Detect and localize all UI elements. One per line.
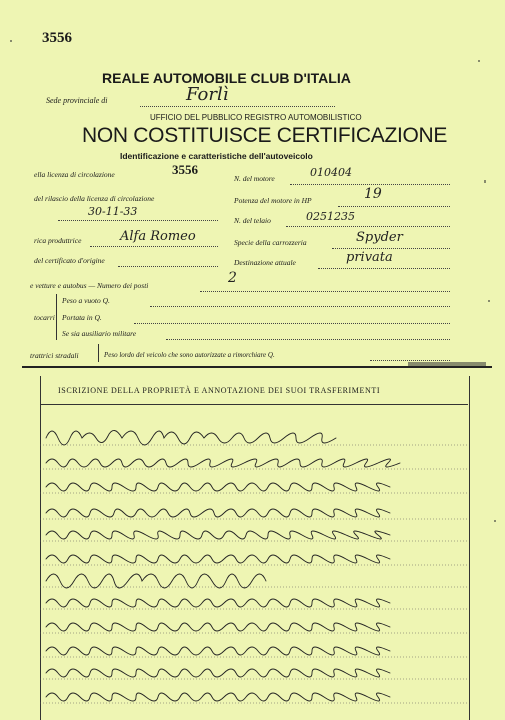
field-label-carrozzeria: Specie della carrozzeria [234, 238, 307, 247]
section-title: ISCRIZIONE DELLA PROPRIETÀ E ANNOTAZIONE DEI SUOI TRASFERIMENTI [58, 386, 381, 395]
field-value-carrozzeria: Spyder [356, 230, 403, 245]
field-value-licenza: 3556 [172, 162, 198, 177]
club-name: REALE AUTOMOBILE CLUB D'ITALIA [102, 70, 351, 86]
field-label-motore: N. del motore [234, 174, 275, 183]
field-label-fabbrica: rica produttrice [34, 236, 82, 245]
ausiliario-label: Se sia ausiliario militare [62, 329, 137, 338]
stamp-non-costituisce: NON COSTITUISCE CERTIFICAZIONE [82, 124, 448, 147]
field-label-rilascio: del rilascio della licenza di circolazione [34, 194, 155, 203]
autocarri-label: tocarri [34, 313, 55, 322]
trattrici-label: trattrici stradali [30, 351, 79, 360]
field-label-licenza: ella licenza di circolazione [34, 170, 115, 179]
field-value-destinazione: privata [346, 250, 393, 265]
field-value-rilascio: 30-11-33 [88, 205, 138, 218]
portata-label: Portata in Q. [62, 313, 102, 322]
document-number: 3556 [42, 30, 72, 46]
ufficio-line: UFFICIO DEL PUBBLICO REGISTRO AUTOMOBILISTICO [150, 113, 362, 122]
field-value-telaio: 0251235 [306, 210, 355, 223]
trattrici-text: Peso lordo del veicolo che sono autorizzate a rimorchiare Q. [104, 351, 275, 359]
posti-value: 2 [228, 270, 237, 286]
field-label-potenza: Potenza del motore in HP [234, 196, 312, 205]
sede-value: Forlì [186, 84, 229, 105]
sede-label: Sede provinciale di [46, 96, 108, 105]
field-value-motore: 010404 [310, 166, 352, 179]
field-label-certificato: del certificato d'origine [34, 256, 105, 265]
field-value-potenza: 19 [364, 186, 382, 202]
peso-vuoto-label: Peso a vuoto Q. [62, 296, 110, 305]
posti-label: e vetture e autobus — Numero dei posti [30, 281, 149, 290]
field-value-fabbrica: Alfa Romeo [120, 229, 196, 244]
field-label-telaio: N. del telaio [234, 216, 271, 225]
field-label-destinazione: Destinazione attuale [234, 258, 296, 267]
subtitle: Identificazione e caratteristiche dell'autoveicolo [120, 151, 313, 161]
handwritten-entries [40, 405, 468, 720]
